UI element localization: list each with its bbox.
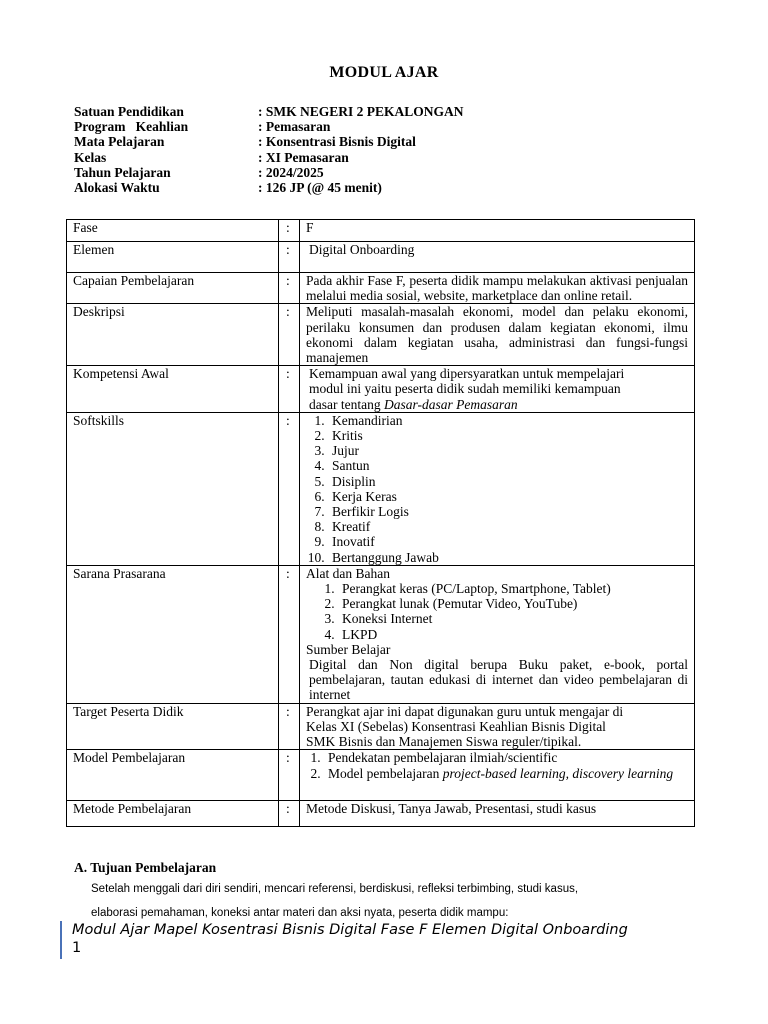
model-list xyxy=(302,750,688,780)
target-line: Kelas XI (Sebelas) Konsentrasi Keahlian Bisnis Digital xyxy=(306,718,606,734)
meta-value: : XI Pemasaran xyxy=(258,149,349,165)
footer-text: Modul Ajar Mapel Kosentrasi Bisnis Digital Fase F Elemen Digital Onboarding xyxy=(72,922,628,938)
meta-row-kelas xyxy=(74,150,464,165)
footer-accent-bar xyxy=(60,921,62,959)
row-colon: : xyxy=(279,242,300,273)
row-label: Elemen xyxy=(67,242,279,273)
sumber-heading: Sumber Belajar xyxy=(306,641,391,657)
row-value xyxy=(300,703,695,750)
list-item: 3. Koneksi Internet xyxy=(338,611,688,626)
sumber-text: Digital dan Non digital berupa Buku paket, e-book, portal pembelajaran, tautan edukasi di internet dan video pembelajaran di internet xyxy=(309,657,688,703)
meta-key: Tahun Pelajaran xyxy=(74,164,171,180)
row-colon: : xyxy=(279,366,300,413)
row-value xyxy=(300,366,695,413)
row-label: Fase xyxy=(67,220,279,242)
target-line: Perangkat ajar ini dapat digunakan guru untuk mengajar di xyxy=(306,703,624,719)
list-item: 1. Perangkat keras (PC/Laptop, Smartphone, Tablet) xyxy=(338,581,688,596)
page-number: 1 xyxy=(72,940,82,956)
list-item: 5. Disiplin xyxy=(328,474,688,489)
meta-value: : Pemasaran xyxy=(258,119,331,135)
model-italic: project-based learning, discovery learning xyxy=(442,765,674,781)
list-item: 3. Jujur xyxy=(328,443,688,458)
kompetensi-prefix: dasar tentang xyxy=(309,396,384,412)
meta-key: Program Keahlian xyxy=(74,119,189,135)
modul-info-table xyxy=(66,219,695,827)
section-a-line: elaborasi pemahaman, koneksi antar materi dan aksi nyata, peserta didik mampu: xyxy=(91,907,509,919)
meta-key: Mata Pelajaran xyxy=(74,134,165,150)
list-item xyxy=(324,766,688,781)
list-item: 1. Kemandirian xyxy=(328,413,688,428)
table-row-metode xyxy=(67,801,695,827)
list-item: 4. LKPD xyxy=(338,627,688,642)
table-row-target xyxy=(67,703,695,750)
list-item: 2. Perangkat lunak (Pemutar Video, YouTube) xyxy=(338,596,688,611)
list-item: 6. Kerja Keras xyxy=(328,489,688,504)
row-colon: : xyxy=(279,304,300,366)
softskills-list xyxy=(306,413,688,565)
meta-row-satuan xyxy=(74,104,464,119)
elemen-value: Digital Onboarding xyxy=(309,242,415,257)
meta-value: : 126 JP (@ 45 menit) xyxy=(258,179,382,195)
table-row-elemen xyxy=(67,242,695,273)
row-label: Softskills xyxy=(67,412,279,565)
meta-row-program xyxy=(74,119,464,134)
alat-list xyxy=(306,581,688,642)
list-item: 1. Pendekatan pembelajaran ilmiah/scientific xyxy=(324,750,688,765)
row-label: Target Peserta Didik xyxy=(67,703,279,750)
meta-value: : Konsentrasi Bisnis Digital xyxy=(258,134,416,150)
row-value: F xyxy=(300,220,695,242)
row-colon: : xyxy=(279,220,300,242)
table-row-model xyxy=(67,750,695,801)
meta-row-alokasi xyxy=(74,180,464,195)
section-a-line: Setelah menggali dari diri sendiri, mencari referensi, berdiskusi, refleksi terbimbing, studi kasus, xyxy=(91,883,579,895)
row-label: Metode Pembelajaran xyxy=(67,801,279,827)
alat-heading: Alat dan Bahan xyxy=(306,565,390,581)
row-colon: : xyxy=(279,703,300,750)
section-a-title: A. Tujuan Pembelajaran xyxy=(74,860,217,875)
table-row-capaian xyxy=(67,273,695,304)
meta-value: : 2024/2025 xyxy=(258,164,324,180)
row-label: Model Pembelajaran xyxy=(67,750,279,801)
meta-key: Satuan Pendidikan xyxy=(74,104,184,119)
row-value: Pada akhir Fase F, peserta didik mampu melakukan aktivasi penjualan melalui media sosial, website, marketplace dan online retail. xyxy=(300,273,695,304)
target-line: SMK Bisnis dan Manajemen Siswa reguler/tipikal. xyxy=(306,734,582,750)
list-item: 7. Berfikir Logis xyxy=(328,504,688,519)
kompetensi-italic: Dasar-dasar Pemasaran xyxy=(383,396,518,412)
table-row-softskills xyxy=(67,412,695,565)
row-colon: : xyxy=(279,412,300,565)
list-item: 4. Santun xyxy=(328,458,688,473)
meta-row-mapel xyxy=(74,134,464,149)
list-item: 8. Kreatif xyxy=(328,519,688,534)
document-title: MODUL AJAR xyxy=(329,64,439,81)
row-label: Kompetensi Awal xyxy=(67,366,279,413)
table-row-sarana xyxy=(67,565,695,703)
meta-key: Alokasi Waktu xyxy=(74,179,160,195)
row-value xyxy=(300,242,695,273)
kompetensi-line-last xyxy=(309,397,688,412)
row-label: Sarana Prasarana xyxy=(67,565,279,703)
model-prefix: Model pembelajaran xyxy=(328,765,443,781)
list-item: 10. Bertanggung Jawab xyxy=(328,550,688,565)
row-colon: : xyxy=(279,273,300,304)
list-item: 2. Kritis xyxy=(328,428,688,443)
row-label: Capaian Pembelajaran xyxy=(67,273,279,304)
row-label: Deskripsi xyxy=(67,304,279,366)
meta-row-tahun xyxy=(74,165,464,180)
row-colon: : xyxy=(279,801,300,827)
row-value xyxy=(300,750,695,801)
row-value xyxy=(300,412,695,565)
row-colon: : xyxy=(279,750,300,801)
document-meta xyxy=(74,104,464,195)
row-value: Meliputi masalah-masalah ekonomi, model dan pelaku ekonomi, perilaku konsumen dan produsen dalam kegiatan ekonomi, ilmu ekonomi dalam kegiatan usaha, administrasi dan fungsi-fungsi manajemen xyxy=(300,304,695,366)
kompetensi-line: modul ini yaitu peserta didik sudah memiliki kemampuan xyxy=(309,381,621,397)
section-a-body xyxy=(91,880,711,928)
row-colon: : xyxy=(279,565,300,703)
row-value xyxy=(300,565,695,703)
table-row-deskripsi xyxy=(67,304,695,366)
row-value: Metode Diskusi, Tanya Jawab, Presentasi, studi kasus xyxy=(300,801,695,827)
list-item: 9. Inovatif xyxy=(328,534,688,549)
meta-value: : SMK NEGERI 2 PEKALONGAN xyxy=(258,104,464,119)
kompetensi-line: Kemampuan awal yang dipersyaratkan untuk mempelajari xyxy=(309,366,625,382)
table-row-kompetensi xyxy=(67,366,695,413)
meta-key: Kelas xyxy=(74,149,107,165)
table-row-fase xyxy=(67,220,695,242)
